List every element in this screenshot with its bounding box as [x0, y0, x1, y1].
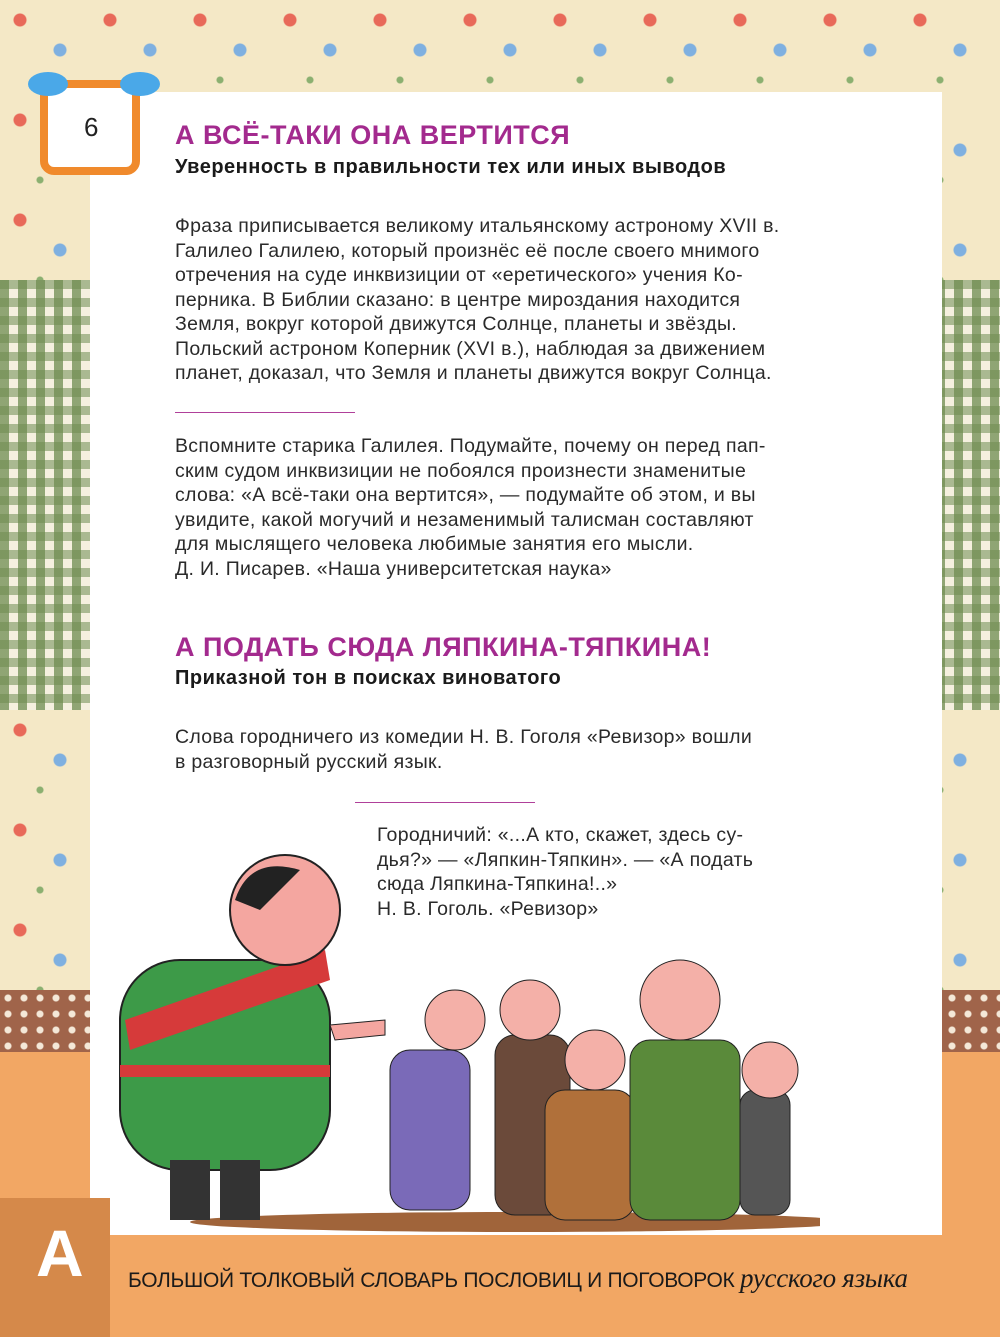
entry-body — [175, 725, 752, 774]
text-line: Д. И. Писарев. «Наша университетская наука» — [175, 557, 612, 580]
text-line: ским судом инквизиции не побоялся произнести знаменитые — [175, 459, 747, 482]
text-line: слова: «А всё-таки она вертится», — подумайте об этом, и вы — [175, 484, 756, 506]
text-line: Слова городничего из комедии Н. В. Гоголя «Ревизор» вошли — [175, 726, 753, 748]
book-title-text: БОЛЬШОЙ ТОЛКОВЫЙ СЛОВАРЬ ПОСЛОВИЦ И ПОГОВОРОК — [128, 1269, 735, 1292]
text-line: Н. В. Гоголь. «Ревизор» — [377, 897, 599, 920]
text-line: Городничий: «...А кто, скажет, здесь су- — [377, 824, 744, 846]
page-number: 6 — [84, 112, 99, 142]
revizor-illustration — [100, 850, 820, 1240]
text-line: планет, доказал, что Земля и планеты движутся вокруг Солнца. — [175, 362, 772, 384]
divider — [175, 412, 355, 413]
text-line: для мыслящего человека любимые занятия его мысли. — [175, 533, 694, 555]
bow-icon — [120, 72, 160, 96]
text-line: в разговорный русский язык. — [175, 750, 443, 773]
entry-subtitle: Приказной тон в поисках виноватого — [175, 667, 562, 689]
entry-subtitle: Уверенность в правильности тех или иных выводов — [175, 156, 727, 178]
entry-quote — [175, 434, 766, 581]
text-line: отречения на суде инквизиции от «еретического» учения Ко- — [175, 264, 743, 286]
section-letter: А — [36, 1216, 84, 1290]
text-line: сюда Ляпкина-Тяпкина!..» — [377, 873, 618, 895]
bow-icon — [28, 72, 68, 96]
divider — [355, 802, 535, 803]
entry-title: А ПОДАТЬ СЮДА ЛЯПКИНА-ТЯПКИНА! — [175, 632, 712, 662]
text-line: Земля, вокруг которой движутся Солнце, планеты и звёзды. — [175, 313, 737, 335]
text-line: перника. В Библии сказано: в центре мироздания находится — [175, 288, 741, 311]
text-line: Польский астроном Коперник (XVI в.), наблюдая за движением — [175, 337, 766, 360]
mayor-figure — [120, 855, 385, 1220]
text-line: Вспомните старика Галилея. Подумайте, почему он перед пап- — [175, 435, 766, 457]
entry-title: А ВСЁ-ТАКИ ОНА ВЕРТИТСЯ — [175, 120, 571, 150]
book-title-script: русского языка — [740, 1263, 908, 1293]
text-line: Галилео Галилею, который произнёс её после своего мнимого — [175, 239, 760, 262]
text-line: дья?» — «Ляпкин-Тяпкин». — «А подать — [377, 848, 754, 871]
text-line: увидите, какой могучий и незаменимый талисман составляют — [175, 508, 754, 531]
officials-group — [390, 960, 798, 1220]
entry-body — [175, 214, 779, 386]
book-title — [128, 1263, 908, 1294]
text-line: Фраза приписывается великому итальянскому астроному XVII в. — [175, 215, 780, 237]
